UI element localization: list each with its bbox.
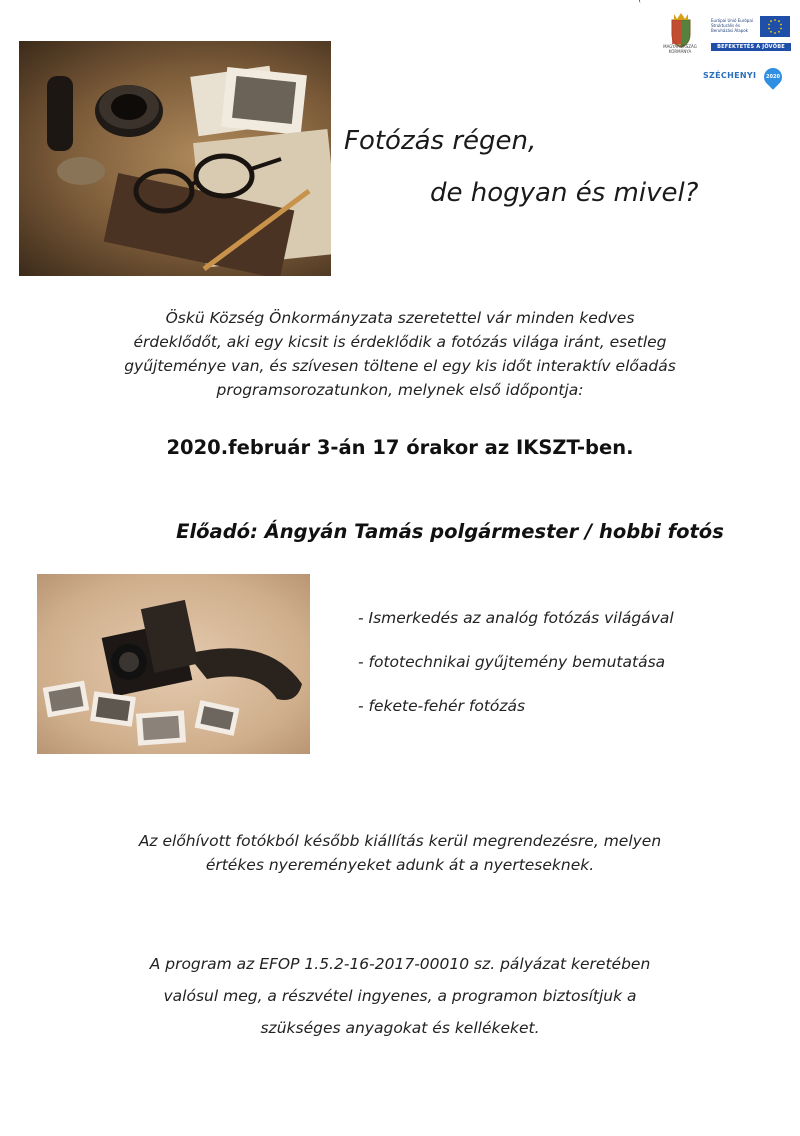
topic-item: - fekete-fehér fotózás: [358, 697, 526, 715]
title-line-1: Fotózás régen,: [344, 126, 537, 156]
szechenyi-logo: SZÉCHENYI: [703, 71, 757, 80]
eu-band: BEFEKTETÉS A JÖVŐBE: [711, 43, 791, 51]
szechenyi-pin-text: 2020: [766, 74, 780, 80]
topic-item: - Ismerkedés az analóg fotózás világával: [358, 609, 674, 627]
intro-line: gyűjteménye van, és szívesen töltene el egy kis időt interaktív előadás: [124, 357, 676, 375]
crest-text: MAGYARORSZÁG KORMÁNYA: [663, 44, 697, 54]
topic-list: [358, 609, 674, 741]
program-line: A program az EFOP 1.5.2-16-2017-00010 sz. pályázat keretében: [149, 955, 651, 973]
program-paragraph: [100, 948, 700, 1044]
program-line: szükséges anyagokat és kellékeket.: [260, 1019, 540, 1037]
exhibition-line: értékes nyereményeket adunk át a nyerteseknek.: [205, 856, 595, 874]
szechenyi-pin-icon: [760, 64, 785, 89]
intro-paragraph: [100, 306, 700, 402]
intro-line: programsorozatunkon, melynek első időpontja:: [216, 381, 584, 399]
eu-text: Európai Unió Európai Strukturális és Beruházási Alapok: [711, 18, 753, 33]
exhibition-line: Az előhívott fotókból később kiállítás kerül megrendezésre, melyen: [138, 832, 662, 850]
program-line: valósul meg, a részvétel ingyenes, a programon biztosítjuk a: [163, 987, 637, 1005]
intro-line: Öskü Község Önkormányzata szeretettel vár minden kedves: [165, 309, 635, 327]
topic-item: - fototechnikai gyűjtemény bemutatása: [358, 653, 666, 671]
eu-flag-icon: [760, 16, 790, 37]
speaker-line: Előadó: Ángyán Tamás polgármester / hobbi fotós: [176, 520, 724, 543]
exhibition-paragraph: [100, 829, 700, 877]
title-line-2: de hogyan és mivel?: [430, 178, 699, 208]
event-date: 2020.február 3-án 17 órakor az IKSZT-ben.: [166, 436, 634, 459]
vintage-photo-camera: [37, 574, 310, 754]
intro-line: érdeklődőt, aki egy kicsit is érdeklődik a fotózás világa iránt, esetleg: [133, 333, 667, 351]
vintage-photo-glasses: [19, 41, 331, 276]
hungary-crest-icon: [668, 12, 694, 48]
